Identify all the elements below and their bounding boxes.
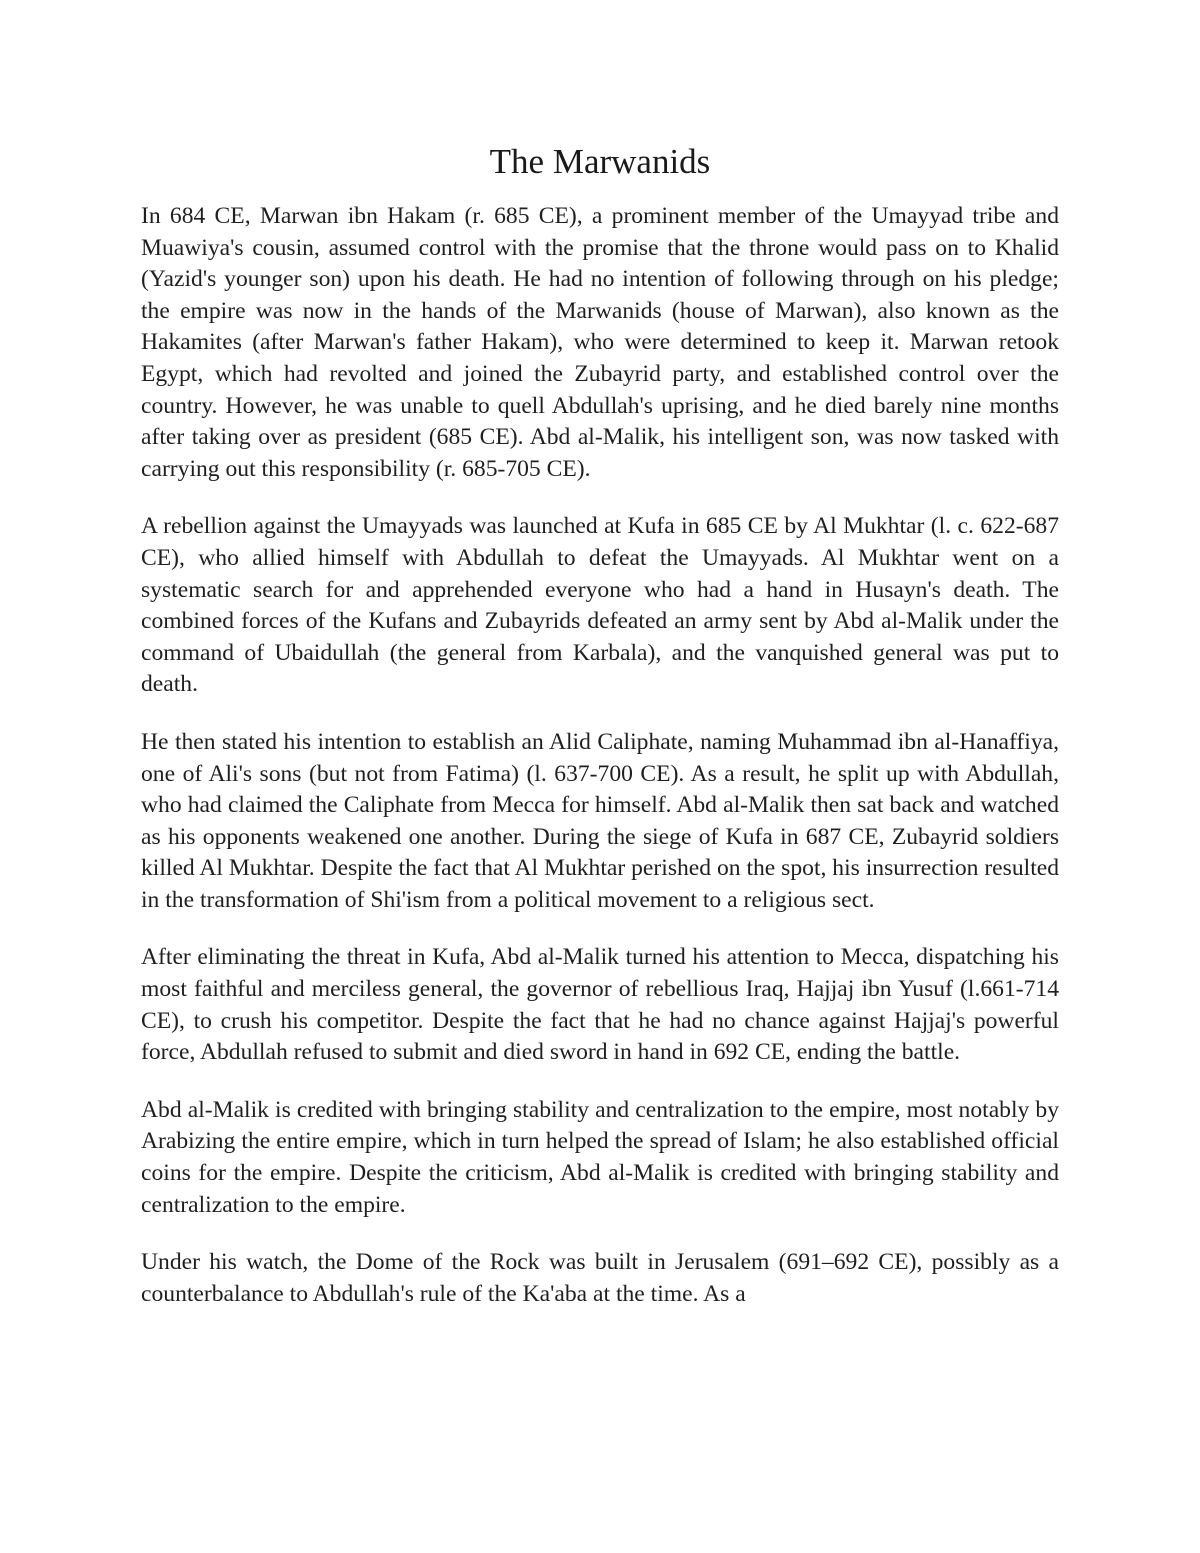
paragraph-4: After eliminating the threat in Kufa, Abd al-Malik turned his attention to Mecca, dispatching his most faithful and merciless general, the governor of rebellious Iraq, Hajjaj ibn Yusuf (l.661-714 CE), to crush his competitor. Despite the fact that he had no chance against Hajjaj's powerful force, Abdullah refused to submit and died sword in hand in 692 CE, ending the battle. — [141, 944, 1059, 1066]
paragraph-5: Abd al-Malik is credited with bringing stability and centralization to the empire, most notably by Arabizing the entire empire, which in turn helped the spread of Islam; he also established official coins for the empire. Despite the criticism, Abd al-Malik is credited with bringing stability and centralization to the empire. — [141, 1096, 1059, 1218]
page-title: The Marwanids — [489, 142, 711, 181]
document-body — [141, 201, 1059, 1336]
paragraph-3: He then stated his intention to establish an Alid Caliphate, naming Muhammad ibn al-Hanaffiya, one of Ali's sons (but not from Fatima) (l. 637-700 CE). As a result, he split up with Abdullah, who had claimed the Caliphate from Mecca for himself. Abd al-Malik then sat back and watched as his opponents weakened one another. During the siege of Kufa in 687 CE, Zubayrid soldiers killed Al Mukhtar. Despite the fact that Al Mukhtar perished on the spot, his insurrection resulted in the transformation of Shi'ism from a political movement to a religious sect. — [141, 728, 1060, 913]
paragraph-6: Under his watch, the Dome of the Rock was built in Jerusalem (691–692 CE), possibly as a counterbalance to Abdullah's rule of the Ka'aba at the time. As a — [141, 1249, 1059, 1307]
paragraph-1: In 684 CE, Marwan ibn Hakam (r. 685 CE), a prominent member of the Umayyad tribe and Muawiya's cousin, assumed control with the promise that the throne would pass on to Khalid (Yazid's younger son) upon his death. He had no intention of following through on his pledge; the empire was now in the hands of the Marwanids (house of Marwan), also known as the Hakamites (after Marwan's father Hakam), who were determined to keep it. Marwan retook Egypt, which had revolted and joined the Zubayrid party, and established control over the country. However, he was unable to quell Abdullah's uprising, and he died barely nine months after taking over as president (685 CE). Abd al-Malik, his intelligent son, was now tasked with carrying out this responsibility (r. 685-705 CE). — [141, 203, 1059, 482]
paragraph-2: A rebellion against the Umayyads was launched at Kufa in 685 CE by Al Mukhtar (l. c. 622-687 CE), who allied himself with Abdullah to defeat the Umayyads. Al Mukhtar went on a systematic search for and apprehended everyone who had a hand in Husayn's death. The combined forces of the Kufans and Zubayrids defeated an army sent by Abd al-Malik under the command of Ubaidullah (the general from Karbala), and the vanquished general was put to death. — [141, 513, 1059, 698]
